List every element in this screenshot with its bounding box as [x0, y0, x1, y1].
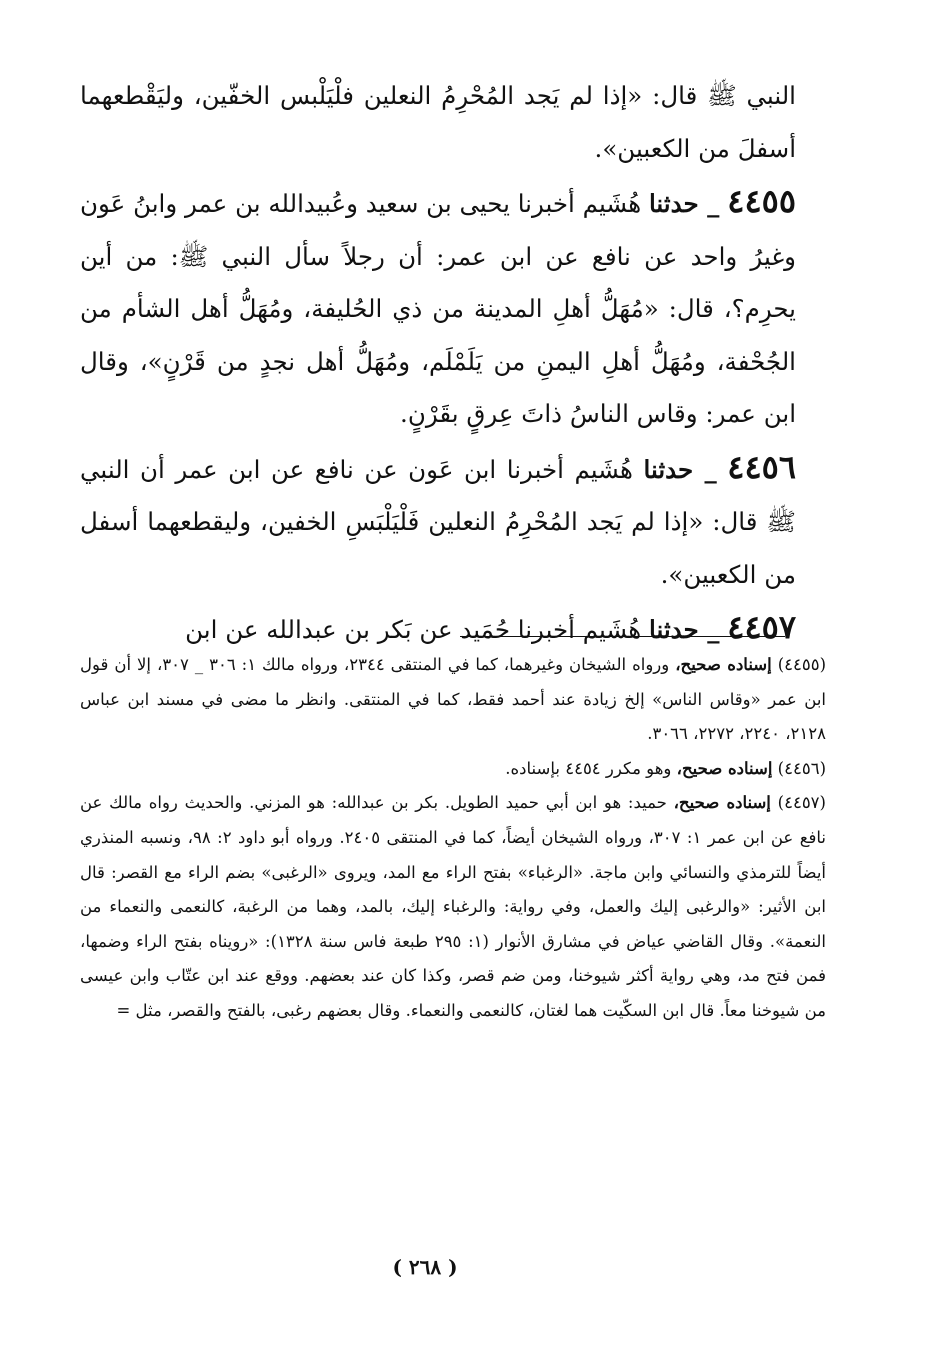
hadith-lead: _ حدثنا	[648, 615, 720, 644]
hadith-4455	[80, 175, 796, 441]
hadith-lead: _ حدثنا	[648, 189, 720, 218]
hadith-lead: _ حدثنا	[643, 454, 717, 484]
footnote-head: إسناده صحيح،	[675, 655, 772, 674]
hadith-text: هُشَيم أخبرنا ابن عَون عن نافع عن ابن عمر أن النبي ﷺ قال: «إذا لم يَجد المُحْرِمُ النعلين فَلْيَلْبَسِ الخفين، وليقطعهما أسفل من الكعبين».	[80, 454, 796, 589]
footnotes	[80, 648, 826, 1029]
hadith-number: ٤٤٥٧	[727, 608, 796, 646]
footnote-head: إسناده صحيح،	[673, 793, 771, 813]
footnote-text: حميد: هو ابن أبي حميد الطويل. بكر بن عبدالله: هو المزني. والحديث رواه مالك عن نافع عن ابن عمر ١: ٣٠٧، ورواه الشيخان أيضاً، كما في المنتقى ٢٤٠٥. ورواه أبو داود ٢: ٩٨، ونسبه المنذري أيضاً للترمذي والنسائي وابن ماجة. «الرغباء» بفتح الراء مع المد، ويروى «الرغبى» بضم الراء مع القصر: قال ابن الأثير: «والرغبى إليك والعمل، وفي رواية: والرغباء إليك، بالمد، وهما من الرغبة، كالنعمى والنعماء من النعمة». وقال القاضي عياض في مشارق الأنوار (١: ٢٩٥ طبعة فاس سنة ١٣٢٨): «رويناه بفتح الراء وضمها، فمن فتح مد، وهي رواية أكثر شيوخنا، ومن ضم قصر، وكذا كان عند بعضهم. ووقع عند ابن عتّاب وابن عيسى من شيوخنا معاً. قال ابن السكّيت هما لغتان، كالنعمى والنعماء. وقال بعضهم رغبى، بالفتح والقصر، مثل =	[80, 793, 827, 1020]
page-number: ( ٢٦٨ )	[392, 1255, 458, 1279]
footnote-text: وهو مكرر ٤٤٥٤ بإسناده.	[505, 758, 672, 778]
footnote-divider	[460, 636, 785, 637]
hadith-4456	[80, 441, 796, 602]
footnote-4455	[80, 648, 826, 752]
continuation-paragraph	[80, 70, 796, 175]
main-text	[80, 70, 796, 657]
footnote-4457	[80, 786, 826, 1028]
footnote-text: ورواه الشيخان وغيرهما، كما في المنتقى ٢٣٤٤، ورواه مالك ١: ٣٠٦ _ ٣٠٧، إلا أن قول ابن عمر «وقاس الناس» إلخ زيادة عند أحمد فقط، كما في المنتقى. وانظر ما مضى في مسند ابن عباس ٢١٢٨، ٢٢٤٠، ٢٢٧٢، ٣٠٦٦.	[80, 655, 826, 744]
hadith-number: ٤٤٥٦	[727, 447, 796, 486]
footnote-4456	[80, 752, 826, 787]
footnote-ref: (٤٤٥٧)	[777, 793, 826, 813]
footnote-head: إسناده صحيح،	[676, 758, 773, 778]
hadith-text: هُشَيم أخبرنا حُمَيد عن بَكر بن عبدالله عن ابن	[185, 615, 642, 644]
footnote-ref: (٤٤٥٥)	[777, 655, 827, 674]
hadith-text: هُشَيم أخبرنا يحيى بن سعيد وعُبيدالله بن عمر وابنُ عَون وغيرُ واحد عن نافع عن ابن عمر: أن رجلاً سأل النبي ﷺ: من أين يحرِم؟، قال: «مُهَلُّ أهلِ المدينة من ذي الحُليفة، ومُهَلُّ أهل الشأم من الجُحْفة، ومُهَلُّ أهلِ اليمنِ من يَلَمْلَم، ومُهَلُّ أهل نجدٍ من قَرْنٍ»، وقال ابن عمر: وقاس الناسُ ذاتَ عِرقٍ بقَرْنٍ.	[80, 189, 796, 428]
continuation-text: النبي ﷺ قال: «إذا لم يَجد المُحْرِمُ النعلين فلْيَلْبس الخفّين، وليَقْطعهما أسفلَ من الكعبين».	[80, 81, 796, 163]
hadith-number: ٤٤٥٥	[727, 182, 796, 220]
footnote-ref: (٤٤٥٦)	[777, 758, 826, 778]
